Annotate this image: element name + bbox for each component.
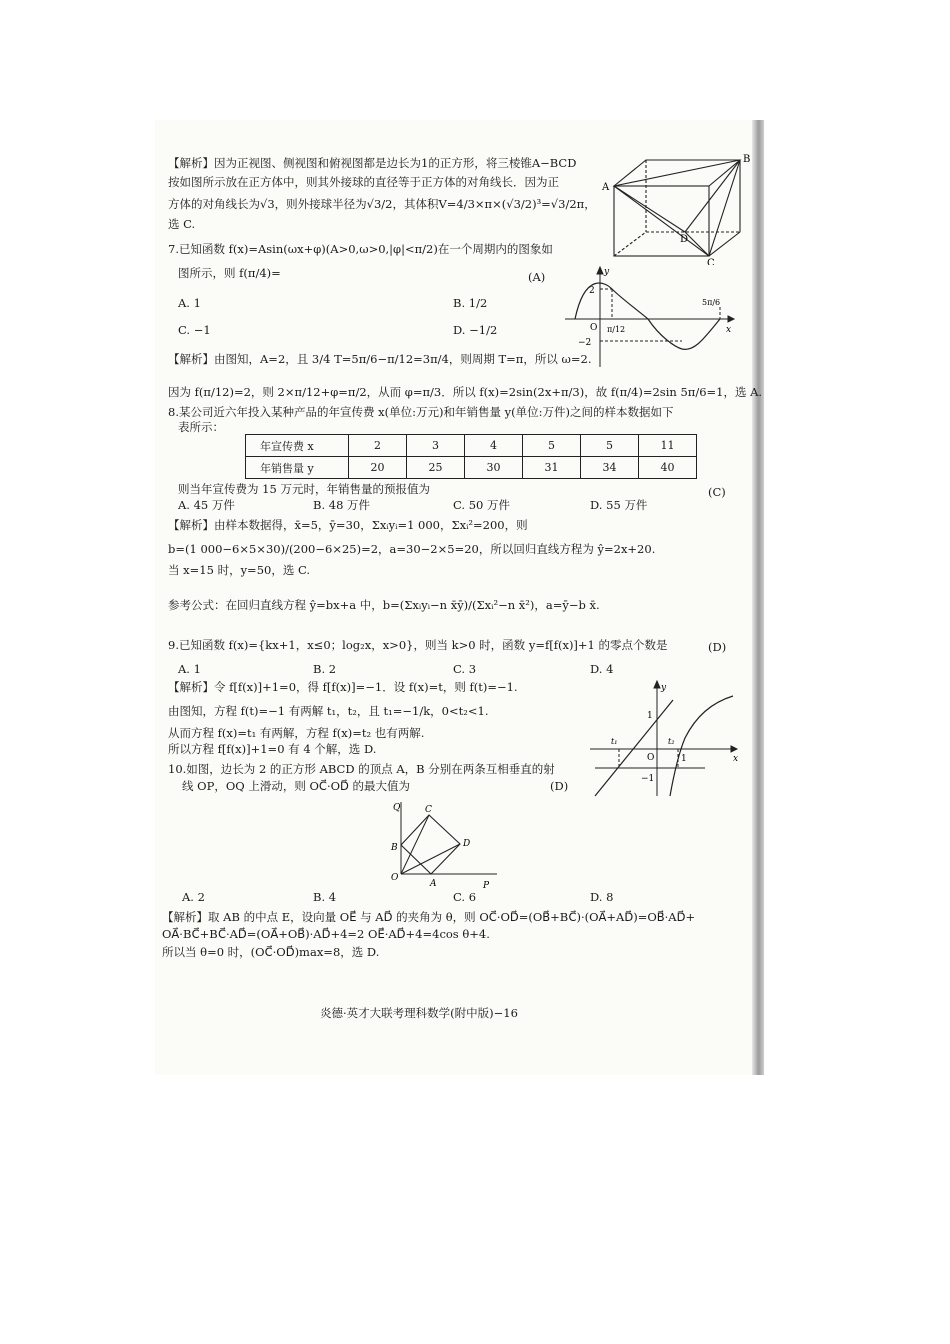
table-cell: 4 xyxy=(465,435,523,457)
solution-10-line-2: OA⃗·BC⃗+BC⃗·AD⃗=(OA⃗+OB⃗)·AD⃗+4=2 OE⃗·AD⃗+4=4cos θ+4. xyxy=(162,927,490,941)
solution-8-line-1: 【解析】由样本数据得，x̄=5，ȳ=30，Σxᵢyᵢ=1 000，Σxᵢ²=200，则 xyxy=(168,518,528,532)
sine-label-2: 2 xyxy=(589,286,595,296)
sine-label-5pi6: 5π/6 xyxy=(702,298,721,307)
question-8-line-3: 则当年宣传费为 15 万元时，年销售量的预报值为 xyxy=(178,482,430,496)
question-8-line-1: 8.某公司近六年投入某种产品的年宣传费 x(单位:万元)和年销售量 y(单位:万件)之间的样本数据如下 xyxy=(168,405,674,419)
reference-formula: 参考公式：在回归直线方程 ŷ=bx+a 中，b=(Σxᵢyᵢ−n x̄ȳ)/(Σxᵢ²−n x̄²)，a=ȳ−b x̄. xyxy=(168,598,600,612)
solution-9-line-2: 由图知，方程 f(t)=−1 有两解 t₁，t₂，且 t₁=−1/k，0<t₂<1. xyxy=(168,704,489,718)
question-9-option-c: C. 3 xyxy=(453,662,477,676)
solution-10-line-1: 【解析】取 AB 的中点 E，设向量 OE⃗ 与 AD⃗ 的夹角为 θ，则 OC⃗·OD⃗=(OB⃗+BC⃗)·(OA⃗+AD⃗)=OB⃗·AD⃗+ xyxy=(162,910,696,924)
solution-6-line-1: 【解析】因为正视图、侧视图和俯视图都是边长为1的正方形，将三棱锥A−BCD xyxy=(168,156,577,170)
square-label-o: O xyxy=(391,873,399,883)
question-7-line-1: 7.已知函数 f(x)=Asin(ωx+φ)(A>0,ω>0,|φ|<π/2)在一个周期内的图象如 xyxy=(168,242,553,256)
table-cell: 2 xyxy=(349,435,407,457)
table-cell: 5 xyxy=(581,435,639,457)
question-8-answer: (C) xyxy=(708,485,726,499)
solution-8-line-3: 当 x=15 时，y=50，选 C. xyxy=(168,563,311,577)
log-label-t1: t₁ xyxy=(611,737,618,746)
table-row xyxy=(246,457,697,479)
solution-8-line-2: b=(1 000−6×5×30)/(200−6×25)=2，a=30−2×5=20，所以回归直线方程为 ŷ=2x+20. xyxy=(168,542,656,556)
table-cell: 20 xyxy=(349,457,407,479)
question-8-option-d: D. 55 万件 xyxy=(590,498,648,512)
question-10-option-c: C. 6 xyxy=(453,890,477,904)
log-label-y: y xyxy=(661,683,667,693)
solution-6-line-3: 方体的对角线长为√3，则外接球半径为√3/2，其体积V=4/3×π×(√3/2)³=√3/2π， xyxy=(168,197,596,211)
question-9-line-1: 9.已知函数 f(x)={kx+1，x≤0；log₂x，x>0}，则当 k>0 时，函数 y=f[f(x)]+1 的零点个数是 xyxy=(168,638,668,652)
solution-9-line-3: 从而方程 f(x)=t₁ 有两解，方程 f(x)=t₂ 也有两解. xyxy=(168,726,425,740)
solution-7-line-2: 因为 f(π/12)=2，则 2×π/12+φ=π/2，从而 φ=π/3．所以 f(x)=2sin(2x+π/3)，故 f(π/4)=2sin 5π/6=1，选 A. xyxy=(168,385,763,399)
page-edge xyxy=(752,120,764,1075)
solution-6-line-4: 选 C. xyxy=(168,217,196,231)
sine-label-origin: O xyxy=(590,323,598,333)
table-header: 年宣传费 x xyxy=(246,435,349,457)
solution-6-line-2: 按如图所示放在正方体中，则其外接球的直径等于正方体的对角线长．因为正 xyxy=(168,175,559,189)
sine-label-neg2: −2 xyxy=(578,338,592,348)
question-7-option-d: D. −1/2 xyxy=(453,323,498,337)
table-cell: 31 xyxy=(523,457,581,479)
table-cell: 34 xyxy=(581,457,639,479)
table-header: 年销售量 y xyxy=(246,457,349,479)
question-10-line-2: 线 OP，OQ 上滑动，则 OC⃗·OD⃗ 的最大值为 xyxy=(182,779,411,793)
square-label-b: B xyxy=(391,843,398,853)
square-label-a: A xyxy=(430,879,437,889)
square-label-d: D xyxy=(463,839,471,849)
log-label-neg1: −1 xyxy=(641,774,655,784)
sine-label-x: x xyxy=(726,325,732,335)
log-label-1: 1 xyxy=(647,711,653,721)
square-label-c: C xyxy=(425,805,432,815)
solution-10-line-3: 所以当 θ=0 时，(OC⃗·OD⃗)max=8，选 D. xyxy=(162,945,380,959)
table-cell: 5 xyxy=(523,435,581,457)
solution-9-line-4: 所以方程 f[f(x)]+1=0 有 4 个解，选 D. xyxy=(168,742,377,756)
solution-7-line-1: 【解析】由图知，A=2，且 3/4 T=5π/6−π/12=3π/4，则周期 T=π，所以 ω=2. xyxy=(168,352,592,366)
log-label-x: x xyxy=(733,754,739,764)
table-cell: 11 xyxy=(639,435,697,457)
table-cell: 3 xyxy=(407,435,465,457)
question-9-answer: (D) xyxy=(708,640,727,654)
log-label-origin: O xyxy=(647,753,655,763)
log-label-t2: t₂ xyxy=(668,737,675,746)
question-7-option-a: A. 1 xyxy=(178,296,201,310)
log-graph-figure xyxy=(585,678,745,798)
question-9-option-a: A. 1 xyxy=(178,662,201,676)
page-footer: 炎德·英才大联考理科数学(附中版)−16 xyxy=(320,1006,518,1020)
cube-label-c: C xyxy=(707,258,715,265)
table-cell: 40 xyxy=(639,457,697,479)
question-7-answer: (A) xyxy=(528,270,546,284)
question-8-option-c: C. 50 万件 xyxy=(453,498,510,512)
question-10-option-b: B. 4 xyxy=(313,890,337,904)
sine-label-pi12: π/12 xyxy=(607,325,626,334)
cube-label-d: D xyxy=(680,234,689,245)
cube-label-a: A xyxy=(602,182,610,193)
table-cell: 25 xyxy=(407,457,465,479)
table-row xyxy=(246,435,697,457)
square-figure xyxy=(385,798,510,893)
question-9-option-b: B. 2 xyxy=(313,662,337,676)
log-label-x1: 1 xyxy=(681,754,687,764)
question-10-option-a: A. 2 xyxy=(182,890,205,904)
sine-label-y: y xyxy=(604,267,610,277)
question-7-line-2: 图所示，则 f(π/4)= xyxy=(178,266,281,280)
square-label-q: Q xyxy=(393,803,401,813)
question-9-option-d: D. 4 xyxy=(590,662,614,676)
square-label-p: P xyxy=(483,881,490,891)
cube-figure xyxy=(600,150,750,265)
question-10-line-1: 10.如图，边长为 2 的正方形 ABCD 的顶点 A，B 分别在两条互相垂直的射 xyxy=(168,762,555,776)
cube-label-b: B xyxy=(743,154,750,165)
question-7-option-c: C. −1 xyxy=(178,323,211,337)
question-7-option-b: B. 1/2 xyxy=(453,296,488,310)
question-10-option-d: D. 8 xyxy=(590,890,614,904)
solution-9-line-1: 【解析】令 f[f(x)]+1=0，得 f[f(x)]=−1．设 f(x)=t，则 f(t)=−1. xyxy=(168,680,518,694)
sample-data-table xyxy=(245,434,697,479)
question-8-line-2: 表所示： xyxy=(178,420,224,434)
question-10-answer: (D) xyxy=(550,779,569,793)
question-8-option-b: B. 48 万件 xyxy=(313,498,371,512)
table-cell: 30 xyxy=(465,457,523,479)
question-8-option-a: A. 45 万件 xyxy=(178,498,235,512)
